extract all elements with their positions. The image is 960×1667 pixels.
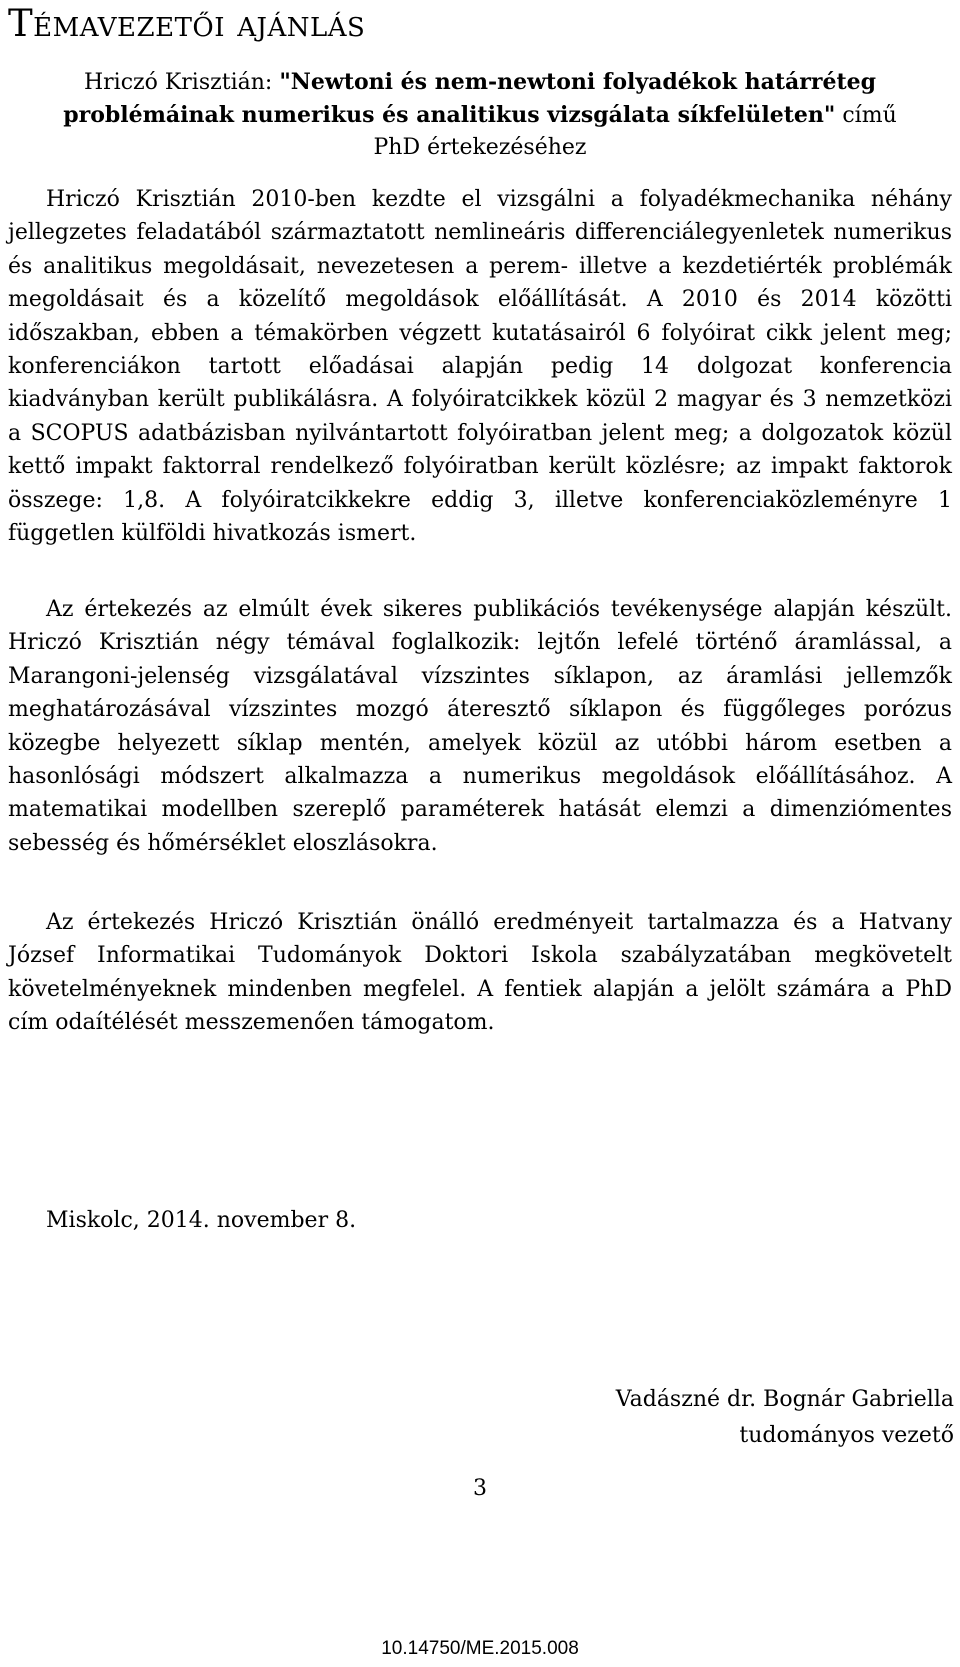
doi-footer: 10.14750/ME.2015.008 [381, 1638, 579, 1659]
author-name: Hriczó Krisztián: [83, 70, 273, 95]
thesis-reference [8, 66, 952, 164]
signer-name: Vadászné dr. Bognár Gabriella [615, 1387, 954, 1412]
place-and-date: Miskolc, 2014. november 8. [46, 1208, 357, 1233]
thesis-reference-line-1 [8, 66, 952, 132]
page-number: 3 [473, 1476, 487, 1501]
paragraph-1: Hriczó Krisztián 2010-ben kezdte el vizsgálni a folyadékmechanika néhány jellegzetes feladatából származtatott nemlineáris differenciálegyenletek numerikus és analitikus megoldásait, nevezetesen a perem- illetve a kezdetiérték problémák megoldásait és a közelítő megoldások előállítását. A 2010 és 2014 közötti időszakban, ebben a témakörben végzett kutatásairól 6 folyóirat cikk jelent meg; konferenciákon tartott előadásai alapján pedig 14 dolgozat konferencia kiadványban került publikálásra. A folyóiratcikkek közül 2 magyar és 3 nemzetközi a SCOPUS adatbázisban nyilvántartott folyóiratban jelent meg; a dolgozatok közül kettő impakt faktorral rendelkező folyóiratban került közlésre; az impakt faktorok összege: 1,8. A folyóiratcikkekre eddig 3, illetve konferenciaközleményre 1 független külföldi hivatkozás ismert. [8, 187, 952, 547]
thesis-reference-line-3: PhD értekezéséhez [373, 135, 587, 160]
signature-block [616, 1382, 954, 1454]
thesis-title: "Newtoni és nem-newtoni folyadékok határréteg problémáinak numerikus és analitikus vizsgálata síkfelületen" [63, 69, 877, 128]
paragraph-2: Az értekezés az elmúlt évek sikeres publikációs tevékenysége alapján készült. Hriczó Krisztián négy témával foglalkozik: lejtőn lefelé történő áramlással, a Marangoni-jelenség vizsgálatával vízszintes síklapon, az áramlási jellemzők meghatározásával vízszintes mozgó áteresztő síklapon és függőleges porózus közegbe helyezett síklap mentén, amelyek közül az utóbbi három esetben a hasonlósági módszert alkalmazza a numerikus megoldások előállításához. A matematikai modellben szereplő paraméterek hatását elemzi a dimenziómentes sebesség és hőmérséklet eloszlásokra. [8, 597, 952, 856]
paragraph-3: Az értekezés Hriczó Krisztián önálló eredményeit tartalmazza és a Hatvany József Informatikai Tudományok Doktori Iskola szabályzatában megkövetelt követelményeknek mindenben megfelel. A fentiek alapján a jelölt számára a PhD cím odaítélését messzemenően támogatom. [8, 910, 952, 1036]
title-suffix: című [842, 103, 897, 128]
signer-role: tudományos vezető [739, 1423, 954, 1448]
page-title: Témavezetői ajánlás [8, 2, 366, 45]
